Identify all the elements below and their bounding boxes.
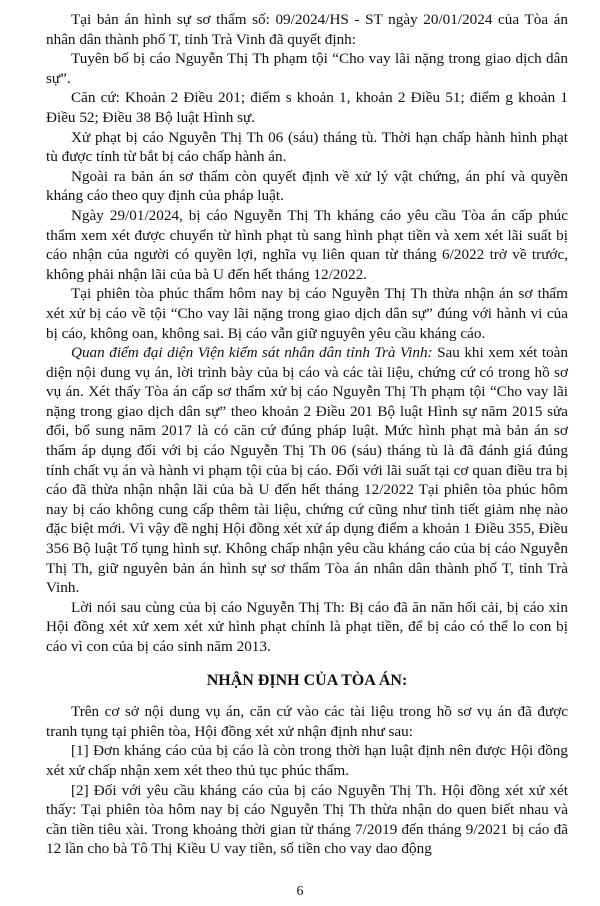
section-heading: NHẬN ĐỊNH CỦA TÒA ÁN: bbox=[206, 671, 408, 689]
document-page bbox=[46, 10, 568, 859]
paragraph-other-decisions: Ngoài ra bản án sơ thẩm còn quyết định về xử lý vật chứng, án phí và quyền kháng cáo theo quy định của pháp luật. bbox=[46, 167, 568, 205]
paragraph-procuracy-view bbox=[46, 343, 568, 598]
paragraph-legal-basis: Căn cứ: Khoản 2 Điều 201; điểm s khoản 1, khoản 2 Điều 51; điểm g khoản 1 Điều 52; Điều 38 Bộ luật Hình sự. bbox=[46, 89, 568, 126]
paragraph-judgment-intro: Tại bản án hình sự sơ thẩm số: 09/2024/HS - ST ngày 20/01/2024 của Tòa án nhân dân thành phố T, tỉnh Trà Vinh đã quyết định: bbox=[46, 11, 568, 48]
paragraph-sentence: Xử phạt bị cáo Nguyễn Thị Th 06 (sáu) tháng tù. Thời hạn chấp hành hình phạt tù được tính từ bắt bị cáo chấp hành án. bbox=[46, 128, 568, 166]
page-number: 6 bbox=[296, 884, 304, 899]
procuracy-text: Sau khi xem xét toàn diện nội dung vụ án, lời trình bày của bị cáo và các tài liệu, chứng cứ có trong hồ sơ vụ án. Xét thấy Tòa án cấp sơ thẩm xử bị cáo Nguyễn Thị Th phạm tội “Cho vay lãi nặng trong giao dịch dân sự” theo khoản 2 Điều 201 Bộ luật Hình sự năm 2015 sửa đổi, bổ sung năm 2017 là có căn cứ đúng pháp luật. Mức hình phạt mà bản án sơ thẩm áp dụng đối với bị cáo Nguyễn Thị Th 06 (sáu) tháng tù là đã đánh giá đúng tính chất vụ án và hành vi phạm tội của bị cáo. Đối với lãi suất tại cơ quan điều tra bị cáo đã thừa nhận nhận lãi của bà U đến hết tháng 12/2022 Tại phiên tòa phúc hôm nay bị cáo không cung cấp thêm tài liệu, chứng cứ cũng như tình tiết giảm nhẹ nào đặc biệt mới. Vì vậy đề nghị Hội đồng xét xử áp dụng điểm a khoản 1 Điều 355, Điều 356 Bộ luật Tố tụng hình sự. Không chấp nhận yêu cầu kháng cáo của bị cáo Nguyễn Thị Th, giữ nguyên bản án hình sự sơ thẩm Tòa án nhân dân thành phố T, tỉnh Trà Vinh. bbox=[46, 344, 568, 597]
paragraph-court-basis: Trên cơ sở nội dung vụ án, căn cứ vào các tài liệu trong hồ sơ vụ án đã được tranh tụng tại phiên tòa, Hội đồng xét xử nhận định như sau: bbox=[46, 703, 568, 740]
paragraph-final-words: Lời nói sau cùng của bị cáo Nguyễn Thị Th: Bị cáo đã ăn năn hối cải, bị cáo xin Hội đồng xét xử xem xét xử hình phạt chính là phạt tiền, để bị cáo có thể lo con bị cáo vì con của bị cáo sinh năm 2013. bbox=[46, 598, 568, 655]
paragraph-appeal-hearing: Tại phiên tòa phúc thẩm hôm nay bị cáo Nguyễn Thị Th thừa nhận án sơ thẩm xét xử bị cáo về tội “Cho vay lãi nặng trong giao dịch dân sự” đúng với hành vi của bị cáo, không oan, không sai. Bị cáo vẫn giữ nguyên yêu cầu kháng cáo. bbox=[46, 285, 568, 342]
procuracy-lead: Quan điểm đại diện Viện kiểm sát nhân dân tỉnh Trà Vinh: bbox=[71, 344, 433, 362]
paragraph-finding-1: [1] Đơn kháng cáo của bị cáo là còn trong thời hạn luật định nên được Hội đồng xét xử chấp nhận xem xét theo thủ tục phúc thẩm. bbox=[46, 742, 568, 779]
paragraph-verdict: Tuyên bố bị cáo Nguyễn Thị Th phạm tội “Cho vay lãi nặng trong giao dịch dân sự”. bbox=[46, 50, 568, 87]
paragraph-appeal: Ngày 29/01/2024, bị cáo Nguyễn Thị Th kháng cáo yêu cầu Tòa án cấp phúc thẩm xem xét được chuyển từ hình phạt tù sang hình phạt tiền và xem xét lãi suất bị cáo nhận của người có quyền lợi, nghĩa vụ liên quan từ tháng 6/2022 trở về trước, không phải nhận lãi của bà U đến hết tháng 12/2022. bbox=[46, 206, 568, 283]
paragraph-finding-2: [2] Đối với yêu cầu kháng cáo của bị cáo Nguyễn Thị Th. Hội đồng xét xử xét thấy: Tại phiên tòa hôm nay bị cáo Nguyễn Thị Th thừa nhận do quen biết nhau và cần tiền tiêu xài. Trong khoảng thời gian từ tháng 7/2019 đến tháng 9/2021 bị cáo đã 12 lần cho bà Tô Thị Kiều U vay tiền, số tiền cho vay dao động bbox=[46, 781, 568, 858]
